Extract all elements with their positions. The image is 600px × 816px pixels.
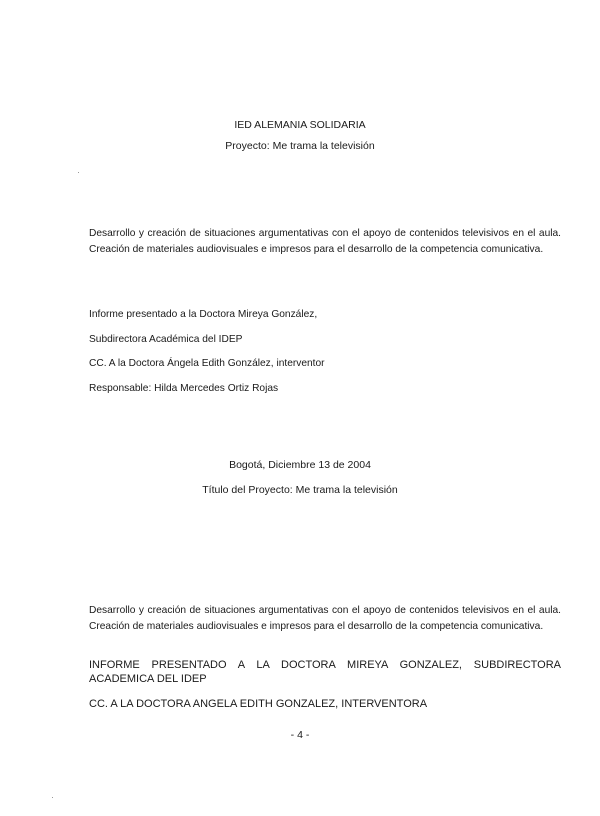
project-title: Título del Proyecto: Me trama la televisión bbox=[202, 484, 398, 496]
recipient-role: Subdirectora Académica del IDEP bbox=[89, 334, 243, 345]
place-date: Bogotá, Diciembre 13 de 2004 bbox=[229, 459, 371, 471]
report-recipient-caps: INFORME PRESENTADO A LA DOCTORA MIREYA GONZALEZ, SUBDIRECTORA ACADEMICA DEL IDEP bbox=[89, 659, 561, 685]
responsible-person: Responsable: Hilda Mercedes Ortiz Rojas bbox=[89, 383, 279, 394]
carbon-copy-caps: CC. A LA DOCTORA ANGELA EDITH GONZALEZ, INTERVENTORA bbox=[89, 698, 428, 710]
project-description-repeat: Desarrollo y creación de situaciones argumentativas con el apoyo de contenidos televisivos en el aula. Creación de materiales audiovisuales e impresos para el desarrollo de la competencia comunicativa. bbox=[89, 605, 561, 632]
scan-speck bbox=[78, 172, 79, 173]
page-number: - 4 - bbox=[290, 729, 310, 741]
institution-title: IED ALEMANIA SOLIDARIA bbox=[234, 119, 366, 131]
carbon-copy: CC. A la Doctora Ángela Edith González, interventor bbox=[89, 358, 325, 369]
project-subtitle: Proyecto: Me trama la televisión bbox=[225, 140, 375, 152]
scan-speck bbox=[52, 797, 53, 798]
report-recipient: Informe presentado a la Doctora Mireya González, bbox=[89, 309, 318, 320]
project-description: Desarrollo y creación de situaciones argumentativas con el apoyo de contenidos televisivos en el aula. Creación de materiales audiovisuales e impresos para el desarrollo de la competencia comunicativa. bbox=[89, 228, 561, 255]
